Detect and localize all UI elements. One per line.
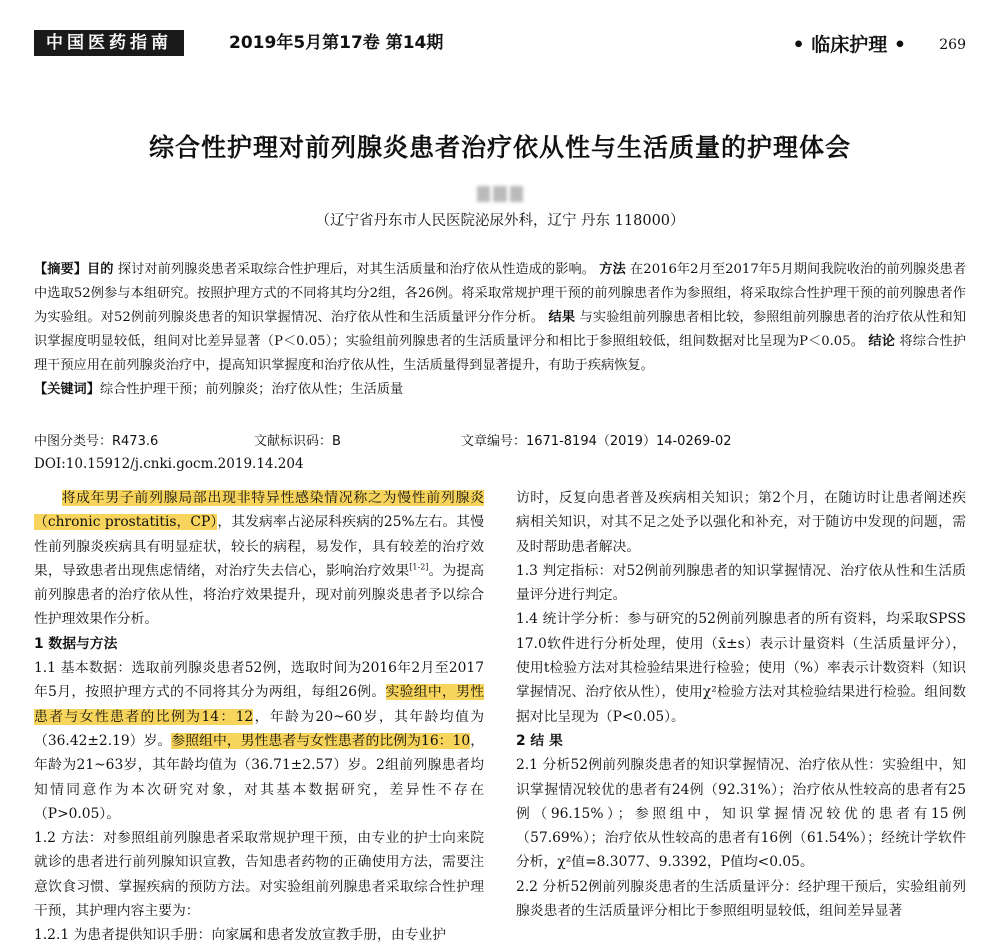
method-label: 方法 [599, 262, 626, 277]
journal-name: 中国医药指南 [34, 30, 184, 56]
basic-data-text-3: ，年龄为21~63岁，其年龄均值为（36.71±2.57）岁。2组前列腺患者均知情同意作为本次研究对象，对其基本数据研究，差异性不存在（P>0.05）。 [34, 732, 484, 822]
methods-paragraph: 1.2 方法：对参照组前列腺患者采取常规护理干预，由专业的护士向来院就诊的患者进行前列腺知识宣教，告知患者药物的正确使用方法，需要注意饮食习惯、掌握疾病的预防方法。对实验组前列腺患者采取综合性护理干预，其护理内容主要为： [34, 830, 484, 920]
highlight-definition: 将成年男子前列腺局部出现非特异性感染情况称之为慢性前列腺炎（chronic prostatitis，CP） [34, 490, 484, 531]
article-number: 文章编号：1671-8194（2019）14-0269-02 [461, 434, 732, 449]
statistics-paragraph: 1.4 统计学分析：参与研究的52例前列腺患者的所有资料，均采取SPSS 17.0软件进行分析处理，使用（x̄±s）表示计量资料（生活质量评分），使用t检验方法对其检验结果进行检验；使用（%）率表示计数资料（知识掌握情况、治疗依从性），使用χ²检验方法对其检验结果进行检验。组间数据对比呈现为（P<0.05）。 [516, 611, 966, 725]
heading-results: 2 结 果 [516, 732, 563, 749]
followup-paragraph: 访时，反复向患者普及疾病相关知识；第2个月，在随访时让患者阐述疾病相关知识，对其不足之处予以强化和补充，对于随访中发现的问题，需及时帮助患者解决。 [516, 490, 966, 555]
keywords-text: 综合性护理干预；前列腺炎；治疗依从性；生活质量 [99, 382, 404, 397]
result-label: 结果 [548, 310, 576, 325]
intro-text: ，其发病率占泌尿科疾病的25%左右。其慢性前列腺炎疾病具有明显症状，较长的病程，易发作，具有较差的治疗效果，导致患者出现焦虑情绪，对治疗失去信心，影响治疗效果 [34, 514, 484, 579]
body-column-left [34, 486, 484, 948]
issue-info: 2019年5月第17卷 第14期 [229, 33, 444, 53]
page-header [34, 30, 966, 58]
conclusion-text: 将综合性护理干预应用在前列腺炎治疗中，提高知识掌握度和治疗依从性，生活质量得到显著提升，有助于疾病恢复。 [34, 334, 966, 373]
methods-sub-paragraph: 1.2.1 为患者提供知识手册：向家属和患者发放宣教手册，由专业护 [34, 927, 447, 944]
doi: DOI:10.15912/j.cnki.gocm.2019.14.204 [34, 456, 304, 472]
keywords-label: 【关键词】 [34, 382, 100, 397]
body-column-right [516, 486, 966, 923]
intro-tail: 。为提高前列腺患者的治疗依从性，将治疗效果提升，现对前列腺炎患者予以综合性护理效果作分析。 [34, 562, 485, 628]
citation: [1-2] [409, 562, 429, 572]
author-redacted [477, 186, 523, 202]
method-text: 在2016年2月至2017年5月期间我院收治的前列腺炎患者中选取52例参与本组研究。按照护理方式的不同将其均分2组，各26例。将采取常规护理干预的前列腺患者作为参照组，将采取综合性护理干预的前列腺患者作为实验组。对52例前列腺炎患者的知识掌握情况、治疗依从性和生活质量评分作分析。 [34, 262, 967, 325]
article-meta [34, 430, 966, 452]
clc-number: 中图分类号：R473.6 [34, 434, 159, 449]
doc-code: 文献标识码：B [254, 434, 341, 449]
page-number: 269 [939, 37, 966, 53]
basic-data-text: 1.1 基本数据：选取前列腺炎患者52例，选取时间为2016年2月至2017年5月，按照护理方式的不同将其分为两组，每组26例。 [34, 660, 484, 701]
purpose-label: 目的 [87, 262, 114, 277]
highlight-exp-ratio: 实验组中，男性患者与女性患者的比例为14：12 [34, 684, 484, 725]
article-title: 综合性护理对前列腺炎患者治疗依从性与生活质量的护理体会 [148, 133, 851, 162]
basic-data-text-2: ，年龄为20~60岁，其年龄均值为（36.42±2.19）岁。 [34, 708, 484, 749]
results-paragraph-2: 2.2 分析52例前列腺炎患者的生活质量评分：经护理干预后，实验组前列腺炎患者的生活质量评分相比于参照组明显较低，组间差异显著 [516, 878, 966, 920]
highlight-ref-ratio: 参照组中，男性患者与女性患者的比例为16：10 [171, 732, 471, 749]
result-text: 与实验组前列腺患者相比较，参照组前列腺患者的治疗依从性和知识掌握度明显较低，组间对比差异显著（P＜0.05）；实验组前列腺患者的生活质量评分和相比于参照组较低，组间数据对比呈现为P＜0.05。 [34, 310, 967, 349]
conclusion-label: 结论 [868, 334, 896, 349]
section-label: • 临床护理 • [792, 34, 906, 56]
abstract-label: 【摘要】 [34, 262, 88, 277]
criteria-paragraph: 1.3 判定指标：对52例前列腺患者的知识掌握情况、治疗依从性和生活质量评分进行判定。 [516, 562, 966, 604]
abstract [34, 258, 966, 402]
results-paragraph-1: 2.1 分析52例前列腺炎患者的知识掌握情况、治疗依从性：实验组中，知识掌握情况较优的患者有24例（92.31%）；治疗依从性较高的患者有25例（96.15%）；参照组中，知识掌握情况较优的患者有15例（57.69%）；治疗依从性较高的患者有16例（61.54%）；经统计学软件分析，χ²值=8.3077、9.3392，P值均<0.05。 [516, 757, 966, 871]
purpose-text: 探讨对前列腺炎患者采取综合性护理后，对其生活质量和治疗依从性造成的影响。 [117, 262, 595, 277]
heading-methods: 1 数据与方法 [34, 635, 118, 652]
affiliation: （辽宁省丹东市人民医院泌尿外科，辽宁 丹东 118000） [315, 213, 685, 229]
